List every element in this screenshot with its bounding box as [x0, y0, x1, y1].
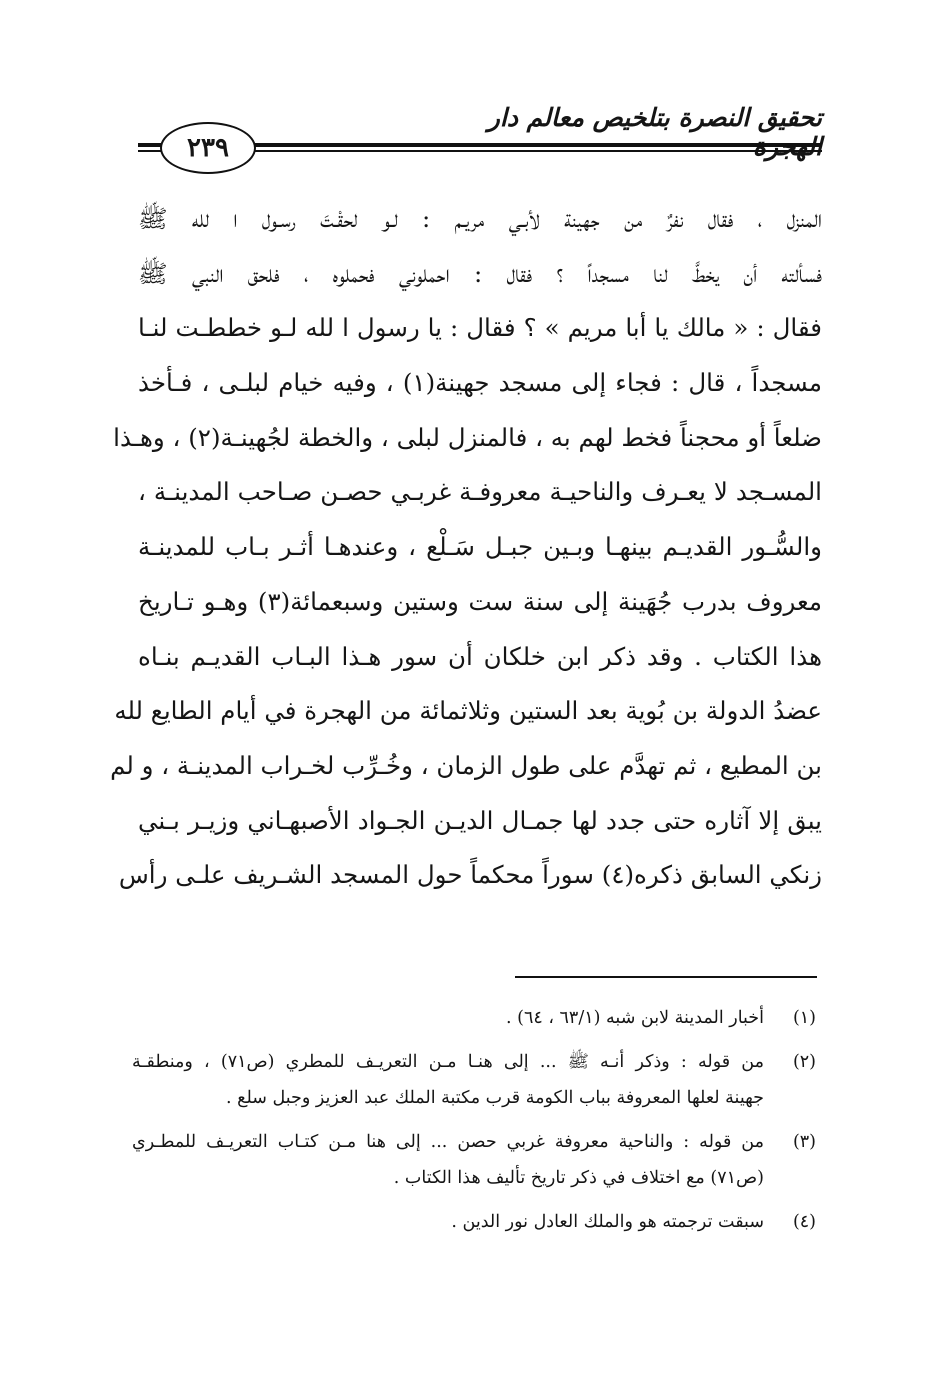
footnote-text: أخبار المدينة لابن شبه (٦٣/١ ، ٦٤) .	[505, 1008, 764, 1028]
text-line: مسجداً ، قال : فجاء إلى مسجد جهينة(١) ، وفيه خيام لبلـى ، فـأخذ	[138, 368, 822, 398]
text-line: بن المطيع ، ثم تهدَّم على طول الزمان ، وخُـرِّب لخـراب المدينـة ، و لم	[110, 750, 822, 780]
footnote-number: (٢)	[792, 1052, 816, 1072]
header-rule-thin	[246, 150, 822, 152]
header-rule	[246, 143, 822, 147]
running-title: تحقيق النصرة بتلخيص معالم دار	[487, 103, 822, 132]
footnote-text: جهينة لعلها المعروفة بباب الكومة قرب مكتبة الملك عبد العزيز وجبل سلع .	[226, 1088, 764, 1108]
text-line: المسـجد لا يعـرف والناحيـة معروفـة غربـي حصـن صـاحب المدينـة ،	[138, 477, 822, 507]
footnote-text: من قوله : وذكر أنـه ﷺ ... إلى هنـا مـن التعريـف للمطري (ص٧١) ، ومنطقـة	[132, 1052, 764, 1072]
text-line: معروف بدرب جُهَينة إلى سنة ست وستين وسبعمائة(٣) وهـو تـاريخ	[138, 586, 822, 616]
text-line: المنزل ، فقال نفرٌ من جهينة لأبـي مريـم : لـو لحقْـتَ رسـول ا لله ﷺ	[138, 204, 822, 233]
footnote-separator	[515, 976, 817, 978]
text-line: فسألته أن يخطَّ لنا مسجداً ؟ فقال : احملوني فحملوه ، فلحق النبي ﷺ	[138, 258, 822, 288]
text-line: عضدُ الدولة بن بُوية بعد الستين وثلاثمائة من الهجرة في أيام الطايع لله	[114, 696, 822, 726]
footnotes	[132, 1000, 816, 1248]
footnote-1	[132, 1000, 816, 1036]
footnote-number: (٤)	[792, 1212, 816, 1232]
footnote-4	[132, 1204, 816, 1240]
text-line: والسُّـور القديـم بينهـا وبـين جبـل سَـلْع ، وعندهـا أثـر بـاب للمدينـة	[138, 532, 822, 562]
text-line: هذا الكتاب . وقد ذكر ابن خلكان أن سور هـذا البـاب القديـم بنـاه	[138, 641, 822, 671]
text-line: ضلعاً أو محجناً فخط لهم به ، فالمنزل لبلى ، والخطة لجُهينـة(٢) ، وهـذا	[113, 422, 822, 452]
page-number: ٢٣٩	[160, 122, 256, 174]
footnote-text: من قوله : والناحية معروفة غربي حصن ... إلى هنا مـن كتـاب التعريـف للمطـري	[132, 1132, 764, 1152]
text-line: زنكي السابق ذكره(٤) سوراً محكماً حول المسجد الشـريف علـى رأس	[118, 860, 822, 890]
footnote-2	[132, 1044, 816, 1116]
footnote-number: (٣)	[792, 1132, 816, 1152]
main-text	[110, 192, 822, 903]
footnote-3	[132, 1124, 816, 1196]
footnote-text: سبقت ترجمته هو والملك العادل نور الدين .	[451, 1212, 764, 1232]
footnote-text: (ص٧١) مع اختلاف في ذكر تاريخ تأليف هذا الكتاب .	[393, 1168, 764, 1188]
text-line: يبق إلا آثاره حتى جدد لها جمـال الديـن الجـواد الأصبهـاني وزيـر بـني	[138, 805, 822, 835]
text-line: فقال : « مالك يا أبا مريم » ؟ فقال : يا رسول ا لله لـو خططـت لنـا	[138, 313, 822, 343]
footnote-number: (١)	[792, 1008, 816, 1028]
